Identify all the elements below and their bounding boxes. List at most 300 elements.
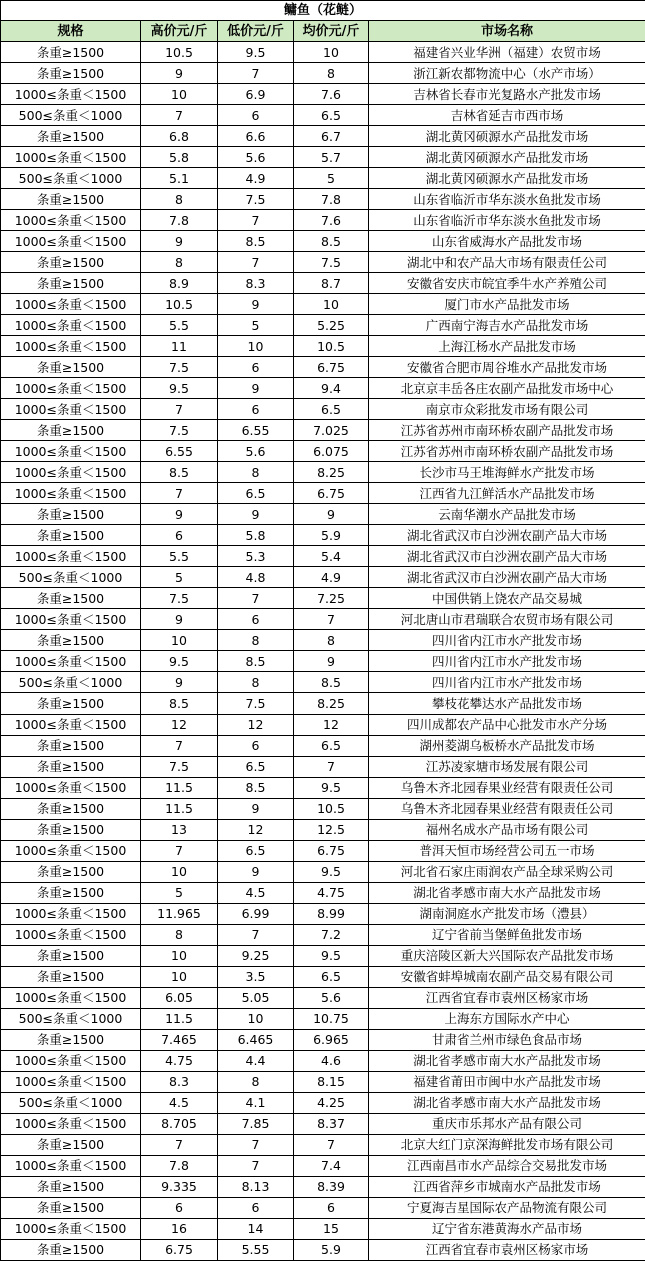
cell-avg-price: 8 xyxy=(294,63,369,84)
cell-spec: 条重≥1500 xyxy=(1,42,141,63)
cell-market: 四川省内江市水产批发市场 xyxy=(369,630,645,651)
cell-high-price: 6.8 xyxy=(141,126,218,147)
cell-market: 宁夏海吉星国际农产品物流有限公司 xyxy=(369,1197,645,1218)
cell-market: 江苏省苏州市南环桥农副产品批发市场 xyxy=(369,420,645,441)
cell-high-price: 7.8 xyxy=(141,210,218,231)
cell-high-price: 13 xyxy=(141,819,218,840)
cell-low-price: 10 xyxy=(218,336,294,357)
cell-low-price: 7 xyxy=(218,1155,294,1176)
cell-avg-price: 8.5 xyxy=(294,672,369,693)
table-row xyxy=(1,861,645,882)
cell-avg-price: 6.75 xyxy=(294,483,369,504)
cell-low-price: 9 xyxy=(218,798,294,819)
table-row xyxy=(1,315,645,336)
cell-market: 湖北黄冈硕源水产品批发市场 xyxy=(369,168,645,189)
cell-high-price: 16 xyxy=(141,1218,218,1239)
cell-avg-price: 7.025 xyxy=(294,420,369,441)
cell-spec: 1000≤条重＜1500 xyxy=(1,315,141,336)
cell-market: 南京市众彩批发市场有限公司 xyxy=(369,399,645,420)
cell-market: 重庆涪陵区新大兴国际农产品批发市场 xyxy=(369,945,645,966)
cell-avg-price: 8.25 xyxy=(294,462,369,483)
cell-avg-price: 7 xyxy=(294,756,369,777)
cell-low-price: 4.1 xyxy=(218,1092,294,1113)
cell-avg-price: 6 xyxy=(294,1197,369,1218)
cell-spec: 1000≤条重＜1500 xyxy=(1,210,141,231)
cell-avg-price: 9 xyxy=(294,651,369,672)
cell-spec: 500≤条重＜1000 xyxy=(1,672,141,693)
cell-avg-price: 7.2 xyxy=(294,924,369,945)
cell-spec: 条重≥1500 xyxy=(1,63,141,84)
cell-low-price: 6 xyxy=(218,1197,294,1218)
cell-market: 湖北省孝感市南大水产品批发市场 xyxy=(369,882,645,903)
table-row xyxy=(1,504,645,525)
cell-low-price: 7.85 xyxy=(218,1113,294,1134)
cell-high-price: 8.3 xyxy=(141,1071,218,1092)
cell-avg-price: 7.8 xyxy=(294,189,369,210)
cell-low-price: 6 xyxy=(218,609,294,630)
cell-market: 山东省临沂市华东淡水鱼批发市场 xyxy=(369,189,645,210)
cell-market: 江西省宜春市袁州区杨家市场 xyxy=(369,1239,645,1260)
table-row xyxy=(1,798,645,819)
table-row xyxy=(1,651,645,672)
cell-avg-price: 6.7 xyxy=(294,126,369,147)
cell-spec: 1000≤条重＜1500 xyxy=(1,441,141,462)
cell-market: 上海江杨水产品批发市场 xyxy=(369,336,645,357)
column-header-market: 市场名称 xyxy=(369,21,645,42)
cell-high-price: 8.9 xyxy=(141,273,218,294)
table-row xyxy=(1,756,645,777)
cell-low-price: 5 xyxy=(218,315,294,336)
cell-avg-price: 6.5 xyxy=(294,105,369,126)
table-row xyxy=(1,231,645,252)
cell-avg-price: 6.75 xyxy=(294,840,369,861)
table-row xyxy=(1,525,645,546)
cell-avg-price: 4.6 xyxy=(294,1050,369,1071)
table-row xyxy=(1,189,645,210)
cell-avg-price: 5.9 xyxy=(294,1239,369,1260)
table-row xyxy=(1,84,645,105)
cell-market: 甘肃省兰州市绿色食品市场 xyxy=(369,1029,645,1050)
table-row xyxy=(1,1029,645,1050)
cell-avg-price: 9.4 xyxy=(294,378,369,399)
table-row xyxy=(1,168,645,189)
cell-market: 安徽省蚌埠城南农副产品交易有限公司 xyxy=(369,966,645,987)
cell-market: 江西省萍乡市城南水产品批发市场 xyxy=(369,1176,645,1197)
cell-market: 湖北黄冈硕源水产品批发市场 xyxy=(369,147,645,168)
cell-low-price: 5.3 xyxy=(218,546,294,567)
cell-low-price: 6.9 xyxy=(218,84,294,105)
cell-spec: 条重≥1500 xyxy=(1,420,141,441)
cell-spec: 1000≤条重＜1500 xyxy=(1,483,141,504)
cell-low-price: 7 xyxy=(218,924,294,945)
cell-high-price: 8 xyxy=(141,924,218,945)
table-row xyxy=(1,1008,645,1029)
cell-high-price: 9 xyxy=(141,231,218,252)
table-row xyxy=(1,966,645,987)
cell-high-price: 5.5 xyxy=(141,315,218,336)
cell-market: 北京大红门京深海鲜批发市场有限公司 xyxy=(369,1134,645,1155)
cell-high-price: 12 xyxy=(141,714,218,735)
cell-spec: 500≤条重＜1000 xyxy=(1,1008,141,1029)
column-header-low-price: 低价元/斤 xyxy=(218,21,294,42)
cell-low-price: 6.99 xyxy=(218,903,294,924)
table-row xyxy=(1,903,645,924)
cell-market: 山东省临沂市华东淡水鱼批发市场 xyxy=(369,210,645,231)
table-row xyxy=(1,378,645,399)
cell-market: 湖北省孝感市南大水产品批发市场 xyxy=(369,1092,645,1113)
cell-spec: 条重≥1500 xyxy=(1,1176,141,1197)
cell-avg-price: 5.9 xyxy=(294,525,369,546)
cell-high-price: 9.335 xyxy=(141,1176,218,1197)
cell-market: 广西南宁海吉水产品批发市场 xyxy=(369,315,645,336)
cell-high-price: 5 xyxy=(141,882,218,903)
cell-spec: 条重≥1500 xyxy=(1,525,141,546)
cell-spec: 条重≥1500 xyxy=(1,1197,141,1218)
cell-high-price: 6.05 xyxy=(141,987,218,1008)
cell-high-price: 9 xyxy=(141,609,218,630)
cell-avg-price: 6.965 xyxy=(294,1029,369,1050)
cell-avg-price: 6.5 xyxy=(294,966,369,987)
cell-avg-price: 6.5 xyxy=(294,735,369,756)
table-row xyxy=(1,1134,645,1155)
cell-high-price: 7.5 xyxy=(141,756,218,777)
table-row xyxy=(1,147,645,168)
cell-avg-price: 7.5 xyxy=(294,252,369,273)
cell-spec: 1000≤条重＜1500 xyxy=(1,840,141,861)
cell-avg-price: 5 xyxy=(294,168,369,189)
table-row xyxy=(1,105,645,126)
cell-low-price: 7.5 xyxy=(218,189,294,210)
cell-low-price: 9 xyxy=(218,294,294,315)
cell-low-price: 4.8 xyxy=(218,567,294,588)
cell-high-price: 7.8 xyxy=(141,1155,218,1176)
cell-low-price: 9.5 xyxy=(218,42,294,63)
table-row xyxy=(1,126,645,147)
cell-spec: 1000≤条重＜1500 xyxy=(1,903,141,924)
cell-high-price: 7 xyxy=(141,483,218,504)
table-body xyxy=(1,42,645,1261)
cell-low-price: 8.5 xyxy=(218,777,294,798)
table-row xyxy=(1,630,645,651)
cell-high-price: 11.5 xyxy=(141,798,218,819)
cell-low-price: 5.55 xyxy=(218,1239,294,1260)
cell-spec: 条重≥1500 xyxy=(1,273,141,294)
cell-low-price: 9 xyxy=(218,378,294,399)
table-row xyxy=(1,1092,645,1113)
cell-avg-price: 8.25 xyxy=(294,693,369,714)
cell-high-price: 10 xyxy=(141,966,218,987)
cell-low-price: 5.6 xyxy=(218,147,294,168)
table-row xyxy=(1,210,645,231)
cell-low-price: 7 xyxy=(218,252,294,273)
cell-market: 辽宁省前当堡鲜鱼批发市场 xyxy=(369,924,645,945)
table-row xyxy=(1,987,645,1008)
cell-avg-price: 5.25 xyxy=(294,315,369,336)
cell-high-price: 6.75 xyxy=(141,1239,218,1260)
cell-market: 湖北省武汉市白沙洲农副产品大市场 xyxy=(369,546,645,567)
cell-low-price: 12 xyxy=(218,819,294,840)
cell-avg-price: 7.4 xyxy=(294,1155,369,1176)
cell-high-price: 7.465 xyxy=(141,1029,218,1050)
table-row xyxy=(1,357,645,378)
cell-low-price: 6 xyxy=(218,399,294,420)
table-row xyxy=(1,399,645,420)
cell-high-price: 9.5 xyxy=(141,378,218,399)
cell-spec: 1000≤条重＜1500 xyxy=(1,1071,141,1092)
cell-spec: 条重≥1500 xyxy=(1,861,141,882)
cell-spec: 1000≤条重＜1500 xyxy=(1,147,141,168)
cell-avg-price: 5.7 xyxy=(294,147,369,168)
cell-spec: 1000≤条重＜1500 xyxy=(1,399,141,420)
cell-avg-price: 6.5 xyxy=(294,399,369,420)
cell-high-price: 9 xyxy=(141,504,218,525)
cell-spec: 条重≥1500 xyxy=(1,735,141,756)
cell-high-price: 7 xyxy=(141,735,218,756)
table-row xyxy=(1,735,645,756)
cell-high-price: 10 xyxy=(141,630,218,651)
cell-high-price: 10 xyxy=(141,84,218,105)
cell-market: 四川省内江市水产批发市场 xyxy=(369,651,645,672)
cell-high-price: 11.5 xyxy=(141,777,218,798)
cell-market: 辽宁省东港黄海水产品市场 xyxy=(369,1218,645,1239)
cell-market: 攀枝花攀达水产品批发市场 xyxy=(369,693,645,714)
cell-avg-price: 12 xyxy=(294,714,369,735)
cell-low-price: 14 xyxy=(218,1218,294,1239)
cell-high-price: 5.5 xyxy=(141,546,218,567)
cell-avg-price: 15 xyxy=(294,1218,369,1239)
cell-market: 北京京丰岳各庄农副产品批发市场中心 xyxy=(369,378,645,399)
cell-high-price: 6.55 xyxy=(141,441,218,462)
cell-market: 长沙市马王堆海鲜水产批发市场 xyxy=(369,462,645,483)
cell-market: 湖北省武汉市白沙洲农副产品大市场 xyxy=(369,567,645,588)
cell-high-price: 10 xyxy=(141,861,218,882)
cell-low-price: 6.5 xyxy=(218,756,294,777)
cell-low-price: 8 xyxy=(218,630,294,651)
cell-high-price: 11.5 xyxy=(141,1008,218,1029)
cell-market: 浙江新农都物流中心（水产市场） xyxy=(369,63,645,84)
cell-spec: 1000≤条重＜1500 xyxy=(1,777,141,798)
cell-high-price: 9 xyxy=(141,63,218,84)
cell-avg-price: 4.25 xyxy=(294,1092,369,1113)
cell-market: 福州名成水产品市场有限公司 xyxy=(369,819,645,840)
cell-high-price: 10.5 xyxy=(141,42,218,63)
cell-market: 吉林省延吉市西市场 xyxy=(369,105,645,126)
cell-market: 云南华潮水产品批发市场 xyxy=(369,504,645,525)
cell-market: 四川省内江市水产批发市场 xyxy=(369,672,645,693)
table-row xyxy=(1,945,645,966)
cell-spec: 1000≤条重＜1500 xyxy=(1,1155,141,1176)
cell-high-price: 8.5 xyxy=(141,693,218,714)
cell-avg-price: 8.15 xyxy=(294,1071,369,1092)
cell-market: 湖南洞庭水产批发市场（澧县） xyxy=(369,903,645,924)
cell-market: 江苏省苏州市南环桥农副产品批发市场 xyxy=(369,441,645,462)
cell-market: 湖北省孝感市南大水产品批发市场 xyxy=(369,1050,645,1071)
cell-avg-price: 9.5 xyxy=(294,777,369,798)
table-row xyxy=(1,1071,645,1092)
cell-high-price: 7 xyxy=(141,399,218,420)
header-row xyxy=(1,21,645,42)
cell-market: 江西省九江鲜活水产品批发市场 xyxy=(369,483,645,504)
table-row xyxy=(1,882,645,903)
cell-spec: 1000≤条重＜1500 xyxy=(1,84,141,105)
cell-avg-price: 10 xyxy=(294,294,369,315)
table-row xyxy=(1,924,645,945)
table-row xyxy=(1,1197,645,1218)
cell-low-price: 7 xyxy=(218,210,294,231)
cell-market: 吉林省长春市光复路水产批发市场 xyxy=(369,84,645,105)
cell-avg-price: 9.5 xyxy=(294,945,369,966)
table-row xyxy=(1,420,645,441)
cell-low-price: 8 xyxy=(218,462,294,483)
column-header-spec: 规格 xyxy=(1,21,141,42)
table-row xyxy=(1,609,645,630)
table-row xyxy=(1,1239,645,1260)
cell-low-price: 5.05 xyxy=(218,987,294,1008)
cell-low-price: 5.8 xyxy=(218,525,294,546)
cell-high-price: 5.8 xyxy=(141,147,218,168)
table-row xyxy=(1,693,645,714)
cell-avg-price: 8.99 xyxy=(294,903,369,924)
table-row xyxy=(1,714,645,735)
cell-avg-price: 5.4 xyxy=(294,546,369,567)
cell-market: 乌鲁木齐北园春果业经营有限责任公司 xyxy=(369,777,645,798)
cell-avg-price: 5.6 xyxy=(294,987,369,1008)
cell-market: 普洱天恒市场经营公司五一市场 xyxy=(369,840,645,861)
cell-high-price: 7 xyxy=(141,840,218,861)
cell-spec: 1000≤条重＜1500 xyxy=(1,1113,141,1134)
cell-spec: 1000≤条重＜1500 xyxy=(1,336,141,357)
cell-spec: 条重≥1500 xyxy=(1,1134,141,1155)
cell-avg-price: 8.37 xyxy=(294,1113,369,1134)
cell-spec: 条重≥1500 xyxy=(1,588,141,609)
column-header-avg-price: 均价元/斤 xyxy=(294,21,369,42)
cell-market: 河北唐山市君瑞联合农贸市场有限公司 xyxy=(369,609,645,630)
cell-low-price: 6 xyxy=(218,105,294,126)
cell-spec: 条重≥1500 xyxy=(1,945,141,966)
cell-high-price: 6 xyxy=(141,1197,218,1218)
table-row xyxy=(1,42,645,63)
cell-avg-price: 10 xyxy=(294,42,369,63)
cell-high-price: 10 xyxy=(141,945,218,966)
cell-avg-price: 7 xyxy=(294,609,369,630)
cell-spec: 1000≤条重＜1500 xyxy=(1,987,141,1008)
cell-market: 湖北黄冈硕源水产品批发市场 xyxy=(369,126,645,147)
cell-low-price: 6.6 xyxy=(218,126,294,147)
cell-high-price: 7 xyxy=(141,1134,218,1155)
cell-avg-price: 8 xyxy=(294,630,369,651)
cell-spec: 条重≥1500 xyxy=(1,357,141,378)
cell-avg-price: 6.75 xyxy=(294,357,369,378)
cell-avg-price: 8.7 xyxy=(294,273,369,294)
cell-spec: 条重≥1500 xyxy=(1,126,141,147)
cell-spec: 1000≤条重＜1500 xyxy=(1,294,141,315)
cell-low-price: 9.25 xyxy=(218,945,294,966)
cell-spec: 1000≤条重＜1500 xyxy=(1,1050,141,1071)
cell-market: 江西省宜春市袁州区杨家市场 xyxy=(369,987,645,1008)
table-row xyxy=(1,819,645,840)
table-row xyxy=(1,273,645,294)
table-row xyxy=(1,1176,645,1197)
table-row xyxy=(1,1218,645,1239)
table-row xyxy=(1,840,645,861)
cell-low-price: 7.5 xyxy=(218,693,294,714)
table-row xyxy=(1,567,645,588)
cell-low-price: 4.9 xyxy=(218,168,294,189)
cell-high-price: 7.5 xyxy=(141,357,218,378)
cell-spec: 1000≤条重＜1500 xyxy=(1,924,141,945)
cell-low-price: 10 xyxy=(218,1008,294,1029)
cell-avg-price: 9 xyxy=(294,504,369,525)
cell-avg-price: 4.9 xyxy=(294,567,369,588)
cell-low-price: 6.465 xyxy=(218,1029,294,1050)
cell-avg-price: 8.39 xyxy=(294,1176,369,1197)
cell-low-price: 7 xyxy=(218,1134,294,1155)
cell-spec: 1000≤条重＜1500 xyxy=(1,378,141,399)
cell-low-price: 6.5 xyxy=(218,840,294,861)
cell-low-price: 4.4 xyxy=(218,1050,294,1071)
cell-high-price: 11 xyxy=(141,336,218,357)
cell-market: 湖北中和农产品大市场有限责任公司 xyxy=(369,252,645,273)
cell-market: 福建省莆田市闽中水产品批发市场 xyxy=(369,1071,645,1092)
cell-spec: 1000≤条重＜1500 xyxy=(1,546,141,567)
cell-spec: 1000≤条重＜1500 xyxy=(1,462,141,483)
cell-market: 湖州菱湖乌板桥水产品批发市场 xyxy=(369,735,645,756)
cell-avg-price: 8.5 xyxy=(294,231,369,252)
cell-avg-price: 12.5 xyxy=(294,819,369,840)
cell-spec: 条重≥1500 xyxy=(1,504,141,525)
table-row xyxy=(1,483,645,504)
cell-spec: 条重≥1500 xyxy=(1,693,141,714)
cell-high-price: 9.5 xyxy=(141,651,218,672)
table-row xyxy=(1,441,645,462)
cell-low-price: 6.55 xyxy=(218,420,294,441)
cell-spec: 1000≤条重＜1500 xyxy=(1,714,141,735)
table-row xyxy=(1,462,645,483)
cell-low-price: 6.5 xyxy=(218,483,294,504)
cell-low-price: 7 xyxy=(218,588,294,609)
cell-high-price: 4.5 xyxy=(141,1092,218,1113)
cell-spec: 条重≥1500 xyxy=(1,252,141,273)
cell-spec: 条重≥1500 xyxy=(1,756,141,777)
cell-market: 上海东方国际水产中心 xyxy=(369,1008,645,1029)
cell-spec: 1000≤条重＜1500 xyxy=(1,609,141,630)
cell-high-price: 11.965 xyxy=(141,903,218,924)
cell-high-price: 8 xyxy=(141,252,218,273)
cell-high-price: 6 xyxy=(141,525,218,546)
cell-high-price: 7 xyxy=(141,105,218,126)
cell-low-price: 9 xyxy=(218,861,294,882)
title-row xyxy=(1,1,645,21)
cell-spec: 1000≤条重＜1500 xyxy=(1,231,141,252)
cell-market: 四川成都农产品中心批发市水产分场 xyxy=(369,714,645,735)
cell-avg-price: 7.6 xyxy=(294,210,369,231)
cell-market: 乌鲁木齐北园春果业经营有限责任公司 xyxy=(369,798,645,819)
cell-spec: 条重≥1500 xyxy=(1,882,141,903)
table-row xyxy=(1,1050,645,1071)
cell-market: 安徽省合肥市周谷堆水产品批发市场 xyxy=(369,357,645,378)
cell-avg-price: 7.6 xyxy=(294,84,369,105)
cell-market: 厦门市水产品批发市场 xyxy=(369,294,645,315)
cell-low-price: 9 xyxy=(218,504,294,525)
cell-avg-price: 6.075 xyxy=(294,441,369,462)
cell-high-price: 9 xyxy=(141,672,218,693)
cell-avg-price: 4.75 xyxy=(294,882,369,903)
cell-low-price: 8.5 xyxy=(218,651,294,672)
cell-spec: 条重≥1500 xyxy=(1,630,141,651)
cell-low-price: 5.6 xyxy=(218,441,294,462)
cell-spec: 条重≥1500 xyxy=(1,1239,141,1260)
cell-avg-price: 7.25 xyxy=(294,588,369,609)
